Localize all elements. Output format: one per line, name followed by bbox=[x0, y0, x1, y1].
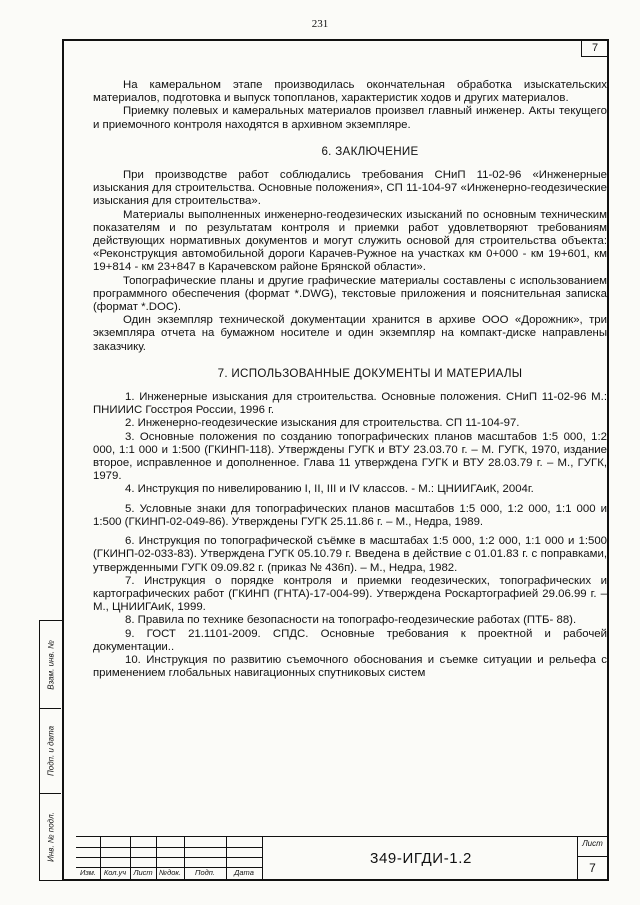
revision-grid bbox=[76, 837, 262, 880]
document-item-10: 10. Инструкция по развитию съемочного обоснования и съемке ситуации и рельефа с применением глобальных навигационных спутниковых систем bbox=[93, 653, 607, 680]
column-date: Дата bbox=[234, 868, 254, 877]
document-item-7: 7. Инструкция о порядке контроля и приемки геодезических, топографических и картографических работ (ГКИНП (ГНТА)-17-004-99). Утверждена Роскартографией 29.06.99 г. – М., ЦНИИГАиК, 1999. bbox=[93, 574, 607, 614]
column-quantity: Кол.уч bbox=[103, 868, 127, 877]
document-code: 349-ИГДИ-1.2 bbox=[262, 837, 579, 880]
sheet-number-box: 7 bbox=[581, 39, 609, 57]
conclusion-paragraph-2: Материалы выполненных инженерно-геодезических изысканий по основным техническим показателям и по результатам контроля и приемки работ удовлетворяют требованиям действующих нормативных документов и могут служить основой для строительства объекта: «Реконструкция автомобильной дороги Карачев-Ружное на участках км 0+000 - км 19+601, км 19+814 - км 23+847 в Карачевском районе Брянской области». bbox=[93, 208, 607, 274]
document-item-2: 2. Инженерно-геодезические изыскания для строительства. СП 11-104-97. bbox=[125, 417, 520, 430]
document-item-9: 9. ГОСТ 21.1101-2009. СПДС. Основные требования к проектной и рабочей документации.. bbox=[93, 627, 607, 653]
column-change: Изм. bbox=[80, 868, 96, 877]
document-item-5: 5. Условные знаки для топографических планов масштабов 1:5 000, 1:2 000, 1:1 000 и 1:500 (ГКИНП-02-049-86). Утверждены ГУГК 25.11.86 г. – М., Недра, 1989. bbox=[93, 502, 607, 528]
column-signature: Подп. bbox=[195, 868, 215, 877]
conclusion-paragraph-1: При производстве работ соблюдались требования СНиП 11-02-96 «Инженерные изыскания для строительства. Основные положения», СП 11-104-97 «Инженерно-геодезические изыскания для строительства». bbox=[93, 169, 607, 208]
document-item-4: 4. Инструкция по нивелированию I, II, III и IV классов. - М.: ЦНИИГАиК, 2004г. bbox=[125, 483, 534, 496]
document-item-1: 1. Инженерные изыскания для строительства. Основные положения. СНиП 11-02-96 М.: ПНИИИС Госстроя России, 1996 г. bbox=[93, 391, 607, 417]
conclusion-paragraph-4: Один экземпляр технической документации хранится в архиве ООО «Дорожник», три экземпляра отчета на бумажном носителе и один экземпляр на компакт-диске направлены заказчику. bbox=[93, 314, 607, 353]
title-block bbox=[76, 836, 607, 880]
sheet-label: Лист bbox=[582, 839, 603, 848]
column-doc-number: №док. bbox=[158, 868, 182, 877]
sheet-cell bbox=[577, 837, 607, 880]
document-item-8: 8. Правила по технике безопасности на топографо-геодезические работах (ПТБ- 88). bbox=[125, 614, 577, 627]
sheet-number: 7 bbox=[578, 856, 607, 879]
body-text bbox=[93, 79, 607, 680]
page-frame bbox=[62, 39, 609, 881]
conclusion-paragraph-3: Топографические планы и другие графические материалы составлены с использованием программного обеспечения (формат *.DWG), текстовые приложения и пояснительная записка (формат *.DOC). bbox=[93, 274, 607, 314]
scan-page-number: 231 bbox=[311, 18, 329, 30]
section-7-title: 7. ИСПОЛЬЗОВАННЫЕ ДОКУМЕНТЫ И МАТЕРИАЛЫ bbox=[217, 366, 523, 380]
side-stamp bbox=[39, 620, 62, 881]
column-sheet: Лист bbox=[133, 868, 153, 877]
signature-date-label: Подп. и дата bbox=[46, 725, 55, 777]
document-item-3: 3. Основные положения по созданию топографических планов масштабов 1:5 000, 1:2 000, 1:1 000 и 1:500 (ГКИНП-118). Утверждены ГУГК и ВТУ 23.03.70 г. – М. ГУГК, 1970, издание второе, исправленное и дополненное. Глава 11 утверждена ГУГК и ВТУ 28.03.79 г. – М., ГУГК, 1979. bbox=[93, 430, 607, 483]
document-item-6: 6. Инструкция по топографической съёмке в масштабах 1:5 000, 1:2 000, 1:1 000 и 1:500 (ГКИНП-02-033-83). Утверждена ГУГК 05.10.79 г. Введена в действие с 01.01.83 г. с поправками, утвержденными ГУГК 09.09.82 г. (приказ № 436п). – М., Недра, 1982. bbox=[93, 535, 607, 574]
intro-paragraph-2: Приемку полевых и камеральных материалов произвел главный инженер. Акты текущего и приемочного контроля находятся в архивном экземпляре. bbox=[93, 105, 607, 131]
replacement-inventory-label: Взам. инв. № bbox=[46, 639, 55, 690]
original-inventory-label: Инв. № подл. bbox=[46, 812, 55, 862]
documents-list bbox=[93, 391, 607, 680]
intro-paragraph-1: На камеральном этапе производилась окончательная обработка изыскательских материалов, подготовка и выпуск топопланов, характеристик ходов и других материалов. bbox=[93, 79, 607, 105]
section-6-title: 6. ЗАКЛЮЧЕНИЕ bbox=[321, 144, 419, 158]
